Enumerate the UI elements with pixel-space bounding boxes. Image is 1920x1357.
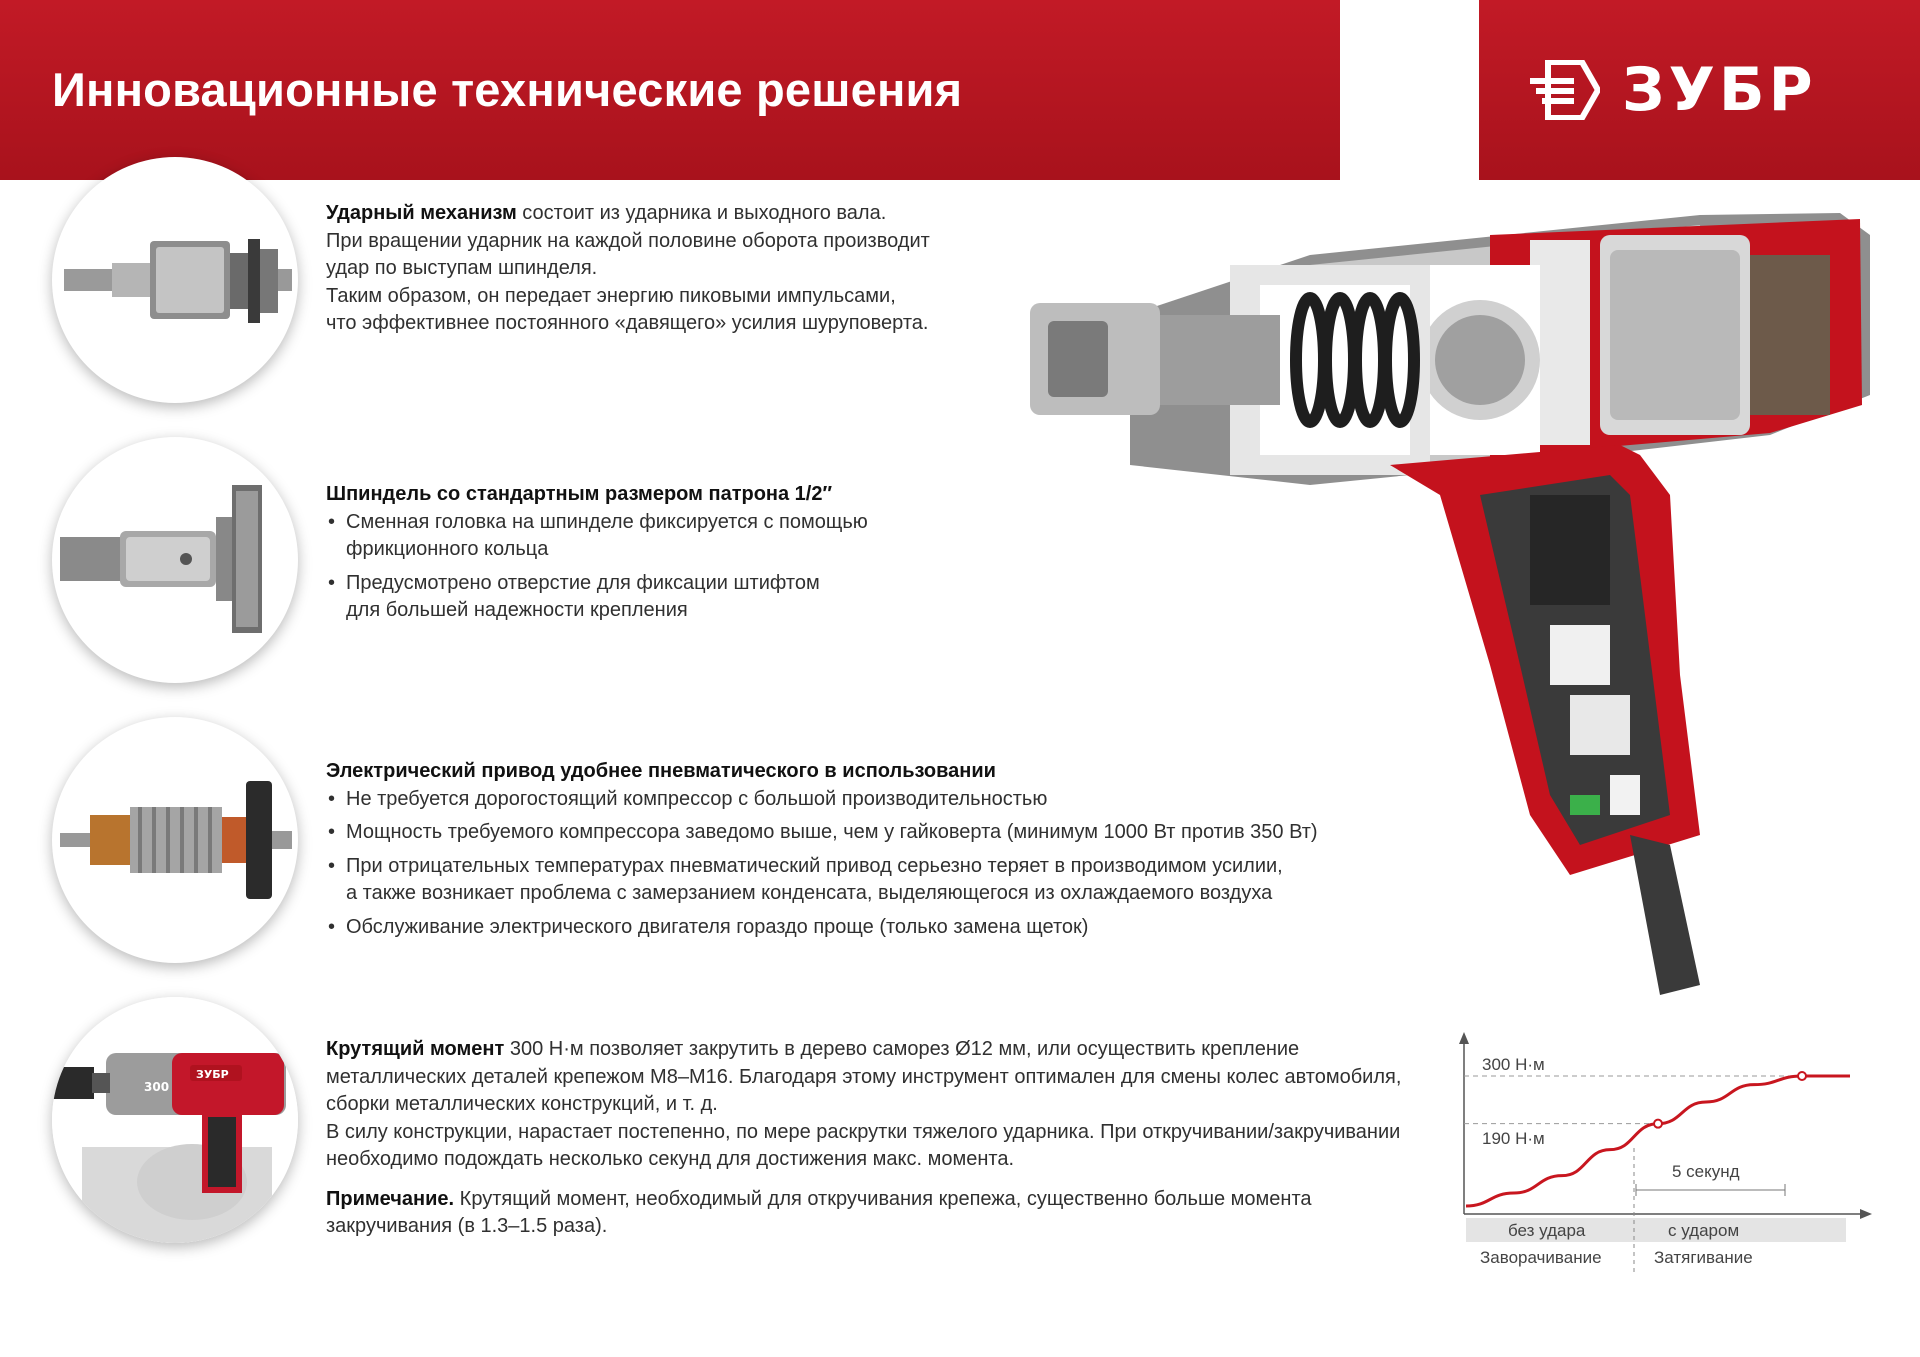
armature-image bbox=[52, 717, 298, 963]
point-190 bbox=[1654, 1120, 1662, 1128]
brand-logo bbox=[1530, 55, 1817, 125]
list-item: • Предусмотрено отверстие для фиксации штифтом для большей надежности крепления bbox=[326, 570, 868, 625]
section-torque bbox=[326, 1036, 1401, 1241]
phase-mode-2: с ударом bbox=[1668, 1221, 1740, 1240]
section4-line5: необходимо подождать несколько секунд для достижения макс. момента. bbox=[326, 1148, 1015, 1170]
section1-heading: Ударный механизм bbox=[326, 202, 517, 224]
impact-mechanism-image bbox=[52, 157, 298, 403]
note-line2: закручивания (в 1.3–1.5 раза). bbox=[326, 1215, 608, 1237]
brand-logo-icon bbox=[1530, 60, 1600, 120]
section2-heading: Шпиндель со стандартным размером патрона 1/2″ bbox=[326, 483, 833, 505]
phase-stage-1: Заворачивание bbox=[1480, 1248, 1602, 1267]
phase-mode-1: без удара bbox=[1508, 1221, 1586, 1240]
list-item: • Не требуется дорогостоящий компрессор с большой производительностью bbox=[326, 786, 1318, 814]
note-label: Примечание. bbox=[326, 1187, 455, 1210]
section4-line2: металлических деталей крепежом М8–М16. Благодаря этому инструмент оптимален для смены колес автомобиля, bbox=[326, 1065, 1402, 1088]
section1-line4: Таким образом, он передает энергию пиковыми импульсами, bbox=[326, 284, 896, 307]
page-title: Инновационные технические решения bbox=[52, 63, 963, 116]
list-item: • Сменная головка на шпинделе фиксируется с помощью фрикционного кольца bbox=[326, 509, 868, 564]
armature-icon bbox=[52, 717, 298, 963]
spindle-icon bbox=[52, 437, 298, 683]
section4-heading: Крутящий момент bbox=[326, 1038, 505, 1060]
impact-wrench-photo bbox=[52, 997, 298, 1243]
impact-wrench-cutaway bbox=[1010, 195, 1890, 1025]
list-item: • Обслуживание электрического двигателя гораздо проще (только замена щеток) bbox=[326, 914, 1318, 942]
section4-line4: В силу конструкции, нарастает постепенно, по мере раскрутки тяжелого ударника. При откручивании/закручивании bbox=[326, 1120, 1401, 1143]
section4-line3: сборки металлических конструкций, и т. д. bbox=[326, 1093, 718, 1115]
torque-chart bbox=[1440, 1030, 1890, 1280]
section-spindle bbox=[326, 481, 868, 631]
spindle-image bbox=[52, 437, 298, 683]
phase-stage-2: Затягивание bbox=[1654, 1248, 1753, 1267]
impact-mechanism-icon bbox=[52, 157, 298, 403]
section-impact-mechanism bbox=[326, 200, 930, 338]
y-tick-300: 300 Н·м bbox=[1482, 1055, 1545, 1074]
section1-line3: удар по выступам шпинделя. bbox=[326, 257, 598, 279]
point-300 bbox=[1798, 1072, 1806, 1080]
interval-label: 5 секунд bbox=[1672, 1162, 1740, 1181]
photo-logo-badge: ЗУБР bbox=[196, 1068, 229, 1081]
logo-text: ЗУБР bbox=[1622, 55, 1817, 125]
list-item: • Мощность требуемого компрессора заведомо выше, чем у гайковерта (минимум 1000 Вт против 350 Вт) bbox=[326, 819, 1318, 847]
section1-line2: При вращении ударник на каждой половине оборота производит bbox=[326, 229, 930, 252]
section1-line5: что эффективнее постоянного «давящего» усилия шуруповерта. bbox=[326, 312, 929, 334]
y-tick-190: 190 Н·м bbox=[1482, 1129, 1545, 1148]
section4-line1: 300 Н·м позволяет закрутить в дерево саморез Ø12 мм, или осуществить крепление bbox=[504, 1038, 1300, 1060]
list-item: • При отрицательных температурах пневматический привод серьезно теряет в производимом усилии, а также возникает проблема с замерзанием конденсата, выделяющегося из охлаждаемого воздуха bbox=[326, 853, 1318, 908]
section1-line1: состоит из ударника и выходного вала. bbox=[516, 202, 887, 224]
photo-torque-label: 300 bbox=[144, 1080, 170, 1094]
section3-heading: Электрический привод удобнее пневматического в использовании bbox=[326, 760, 996, 782]
note-line1: Крутящий момент, необходимый для откручивания крепежа, существенно больше момента bbox=[454, 1187, 1312, 1210]
